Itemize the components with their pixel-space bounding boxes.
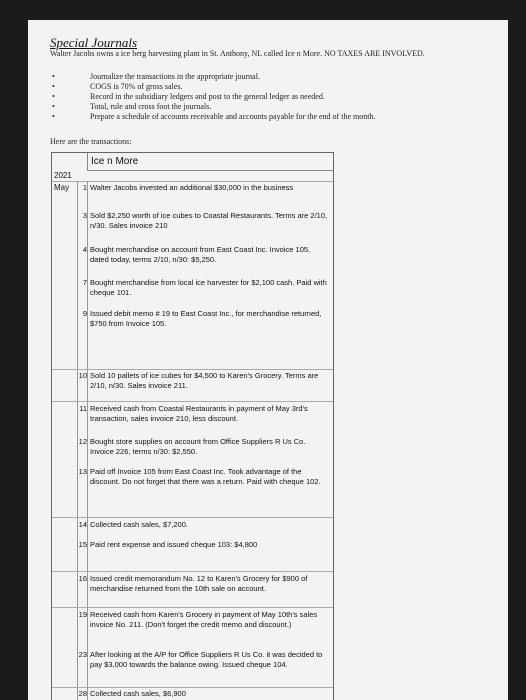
row-divider (52, 401, 333, 402)
instruction-text: COGS is 70% of gross sales. (90, 82, 183, 91)
company-header-cell (87, 153, 334, 171)
transaction-description: Received cash from Karen's Grocery in payment of May 10th's sales invoice No. 211. (Don't forget the credit memo and discount.) (90, 610, 318, 629)
instruction-item (52, 112, 492, 122)
day-cell: 19 (78, 610, 87, 619)
day-cell: 9 (82, 309, 87, 318)
transactions-heading: Here are the transactions: (50, 137, 132, 146)
day-cell: 28 (78, 689, 87, 698)
bullet-icon: • (52, 72, 55, 81)
transactions-table (51, 152, 334, 700)
month-cell: May (54, 183, 70, 192)
transaction-description: Bought merchandise on account from East Coast Inc. Invoice 105, dated today, terms 2/10, n/30: $5,250. (90, 245, 311, 264)
day-cell: 16 (78, 574, 87, 583)
day-cell: 23 (78, 650, 87, 659)
year-row (52, 170, 333, 182)
row-divider (52, 571, 333, 572)
transaction-description: Bought store supplies on account from Office Suppliers R Us Co. Invoice 226, terms n/30: $2,550. (90, 437, 306, 456)
instruction-text: Record in the subsidiary ledgers and post to the general ledger as needed. (90, 92, 325, 101)
transaction-description: Collected cash sales, $7,200. (90, 520, 188, 529)
transaction-description: Bought merchandise from local ice harvester for $2,100 cash. Paid with cheque 101. (90, 278, 327, 297)
instruction-item (52, 102, 492, 112)
row-divider (52, 369, 333, 370)
intro-text: Walter Jacobs owns a ice berg harvesting plant in St. Anthony, NL called Ice n More. NO TAXES ARE INVOLVED. (50, 49, 425, 58)
day-cell: 4 (82, 245, 87, 254)
bullet-icon: • (52, 82, 55, 91)
day-cell: 7 (82, 278, 87, 287)
document-page (28, 20, 508, 700)
day-cell: 10 (78, 371, 87, 380)
instruction-item (52, 82, 492, 92)
transaction-description: Issued credit memorandum No. 12 to Karen's Grocery for $900 of merchandise returned from the 10th sale on account. (90, 574, 308, 593)
month-column (52, 181, 78, 700)
bullet-icon: • (52, 102, 55, 111)
year-cell: 2021 (54, 171, 72, 180)
bullet-icon: • (52, 112, 55, 121)
transaction-description: Received cash from Coastal Restaurants in payment of May 3rd's transaction, sales invoice 210, less discount. (90, 404, 308, 423)
day-cell: 13 (78, 467, 87, 476)
day-cell: 15 (78, 540, 87, 549)
instruction-text: Journalize the transactions in the appropriate journal. (90, 72, 260, 81)
row-divider (52, 517, 333, 518)
day-cell: 14 (78, 520, 87, 529)
instruction-item (52, 92, 492, 102)
row-divider (52, 687, 333, 688)
transaction-description: Issued debit memo # 19 to East Coast Inc., for merchandise returned, $750 from Invoice 105. (90, 309, 322, 328)
instruction-item (52, 72, 492, 82)
day-cell: 1 (82, 183, 87, 192)
instruction-list (52, 72, 492, 122)
transaction-description: Paid rent expense and issued cheque 103: $4,800 (90, 540, 258, 549)
day-cell: 3 (82, 211, 87, 220)
transaction-description: Sold 10 pallets of ice cubes for $4,500 to Karen's Grocery. Terms are 2/10, n/30. Sales invoice 211. (90, 371, 319, 390)
instruction-text: Total, rule and cross foot the journals. (90, 102, 212, 111)
document-title: Special Journals (50, 35, 138, 50)
day-cell: 11 (79, 404, 87, 413)
instruction-text: Prepare a schedule of accounts receivable and accounts payable for the end of the month. (90, 112, 376, 121)
row-divider (52, 607, 333, 608)
day-cell: 12 (78, 437, 87, 446)
transaction-description: After looking at the A/P for Office Suppliers R Us Co. it was decided to pay $3,000 towards the balance owing. Issued cheque 104. (90, 650, 323, 669)
transaction-description: Sold $2,250 worth of ice cubes to Coastal Restaurants. Terms are 2/10, n/30. Sales invoice 210 (90, 211, 328, 230)
company-name: Ice n More (91, 156, 139, 167)
bullet-icon: • (52, 92, 55, 101)
transaction-description: Paid off Invoice 105 from East Coast Inc. Took advantage of the discount. Do not forget that there was a return. Paid with cheque 102. (90, 467, 321, 486)
transaction-description: Walter Jacobs invested an additional $30,000 in the business (90, 183, 294, 192)
transaction-description: Collected cash sales, $6,900 (90, 689, 186, 698)
